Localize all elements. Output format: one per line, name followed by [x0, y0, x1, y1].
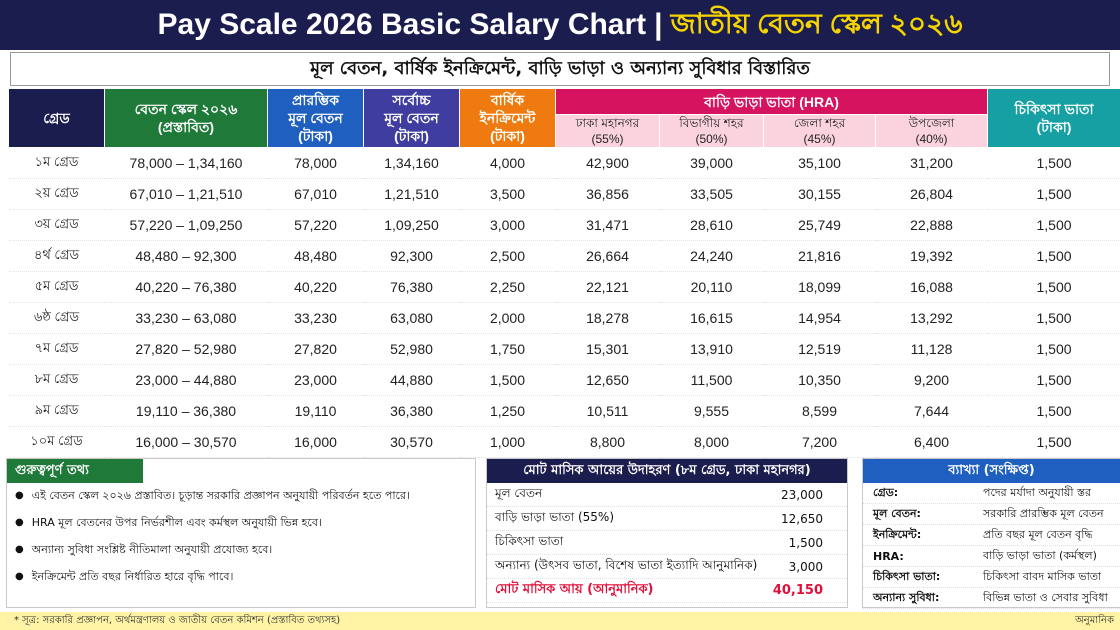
explanation-definition: বিভিন্ন ভাতা ও সেবার সুবিধা: [983, 590, 1108, 604]
explanation-row: [863, 525, 1120, 546]
cell-scale: 33,230 – 63,080: [105, 303, 268, 334]
header-scale-line1: বেতন স্কেল ২০২৬: [134, 101, 238, 117]
cell-min: 19,110: [268, 396, 364, 427]
cell-hra-district: 12,519: [764, 334, 876, 365]
cell-hra-division: 28,610: [660, 210, 764, 241]
table-row: [9, 427, 1120, 458]
table-row: [9, 272, 1120, 303]
hra-sub-dhaka: [556, 115, 660, 148]
cell-max: 36,380: [364, 396, 460, 427]
income-label: চিকিৎসা ভাতা: [495, 533, 564, 548]
hra-sub-pct: (45%): [803, 132, 836, 146]
cell-grade: ১ম গ্রেড: [9, 148, 105, 179]
explanation-box: [862, 458, 1120, 608]
cell-grade: ৬ষ্ঠ গ্রেড: [9, 303, 105, 334]
cell-max: 92,300: [364, 241, 460, 272]
list-item: [15, 570, 467, 584]
cell-hra-division: 9,555: [660, 396, 764, 427]
title-separator: |: [654, 8, 663, 41]
cell-min: 48,480: [268, 241, 364, 272]
salary-table: [8, 88, 1120, 458]
cell-hra-dhaka: 36,856: [556, 179, 660, 210]
cell-increment: 1,750: [460, 334, 556, 365]
hra-sub-division: [660, 115, 764, 148]
income-row: [487, 483, 847, 507]
cell-scale: 57,220 – 1,09,250: [105, 210, 268, 241]
cell-hra-division: 24,240: [660, 241, 764, 272]
page-title: [0, 0, 1120, 50]
cell-min: 57,220: [268, 210, 364, 241]
header-inc-line1: বার্ষিক: [490, 92, 525, 108]
cell-increment: 3,500: [460, 179, 556, 210]
income-total-label: মোট মাসিক আয় (আনুমানিক): [495, 582, 654, 597]
cell-max: 1,34,160: [364, 148, 460, 179]
cell-hra-dhaka: 15,301: [556, 334, 660, 365]
list-item: [15, 543, 467, 557]
footer-note: [0, 612, 1120, 630]
header-hra: বাড়ি ভাড়া ভাতা (HRA): [556, 89, 988, 115]
cell-hra-upazila: 7,644: [876, 396, 988, 427]
explanation-row: [863, 588, 1120, 609]
hra-sub-pct: (50%): [695, 132, 728, 146]
cell-hra-division: 8,000: [660, 427, 764, 458]
cell-min: 78,000: [268, 148, 364, 179]
explanation-term: মূল বেতন:: [873, 506, 921, 520]
cell-scale: 78,000 – 1,34,160: [105, 148, 268, 179]
cell-grade: ২য় গ্রেড: [9, 179, 105, 210]
cell-hra-upazila: 22,888: [876, 210, 988, 241]
cell-medical: 1,500: [988, 241, 1120, 272]
cell-medical: 1,500: [988, 148, 1120, 179]
cell-hra-upazila: 16,088: [876, 272, 988, 303]
cell-scale: 48,480 – 92,300: [105, 241, 268, 272]
explanation-definition: চিকিৎসা বাবদ মাসিক ভাতা: [983, 569, 1102, 583]
explanation-definition: পদের মর্যাদা অনুযায়ী স্তর: [983, 485, 1092, 499]
bullet-icon: ●: [15, 544, 24, 555]
header-grade: গ্রেড: [9, 89, 105, 148]
income-label: মূল বেতন: [495, 485, 543, 500]
hra-sub-upazila: [876, 115, 988, 148]
header-max-line3: (টাকা): [394, 128, 429, 144]
title-english: Pay Scale 2026 Basic Salary Chart: [157, 8, 647, 41]
cell-max: 30,570: [364, 427, 460, 458]
explanation-term: গ্রেড:: [873, 485, 899, 499]
cell-hra-upazila: 31,200: [876, 148, 988, 179]
income-example-title: মোট মাসিক আয়ের উদাহরণ (৮ম গ্রেড, ঢাকা মহানগর): [487, 459, 847, 483]
cell-max: 63,080: [364, 303, 460, 334]
cell-hra-dhaka: 8,800: [556, 427, 660, 458]
cell-max: 76,380: [364, 272, 460, 303]
hra-sub-pct: (55%): [591, 132, 624, 146]
explanation-definition: সরকারি প্রারম্ভিক মূল বেতন: [983, 506, 1104, 520]
cell-medical: 1,500: [988, 365, 1120, 396]
important-info-box: [6, 458, 476, 608]
table-row: [9, 303, 1120, 334]
cell-hra-upazila: 9,200: [876, 365, 988, 396]
income-example-box: [486, 458, 848, 608]
cell-grade: ৪র্থ গ্রেড: [9, 241, 105, 272]
explanation-row: [863, 546, 1120, 567]
info-text: ইনক্রিমেন্ট প্রতি বছর নির্ধারিত হারে বৃদ্ধি পাবে।: [31, 570, 234, 583]
cell-hra-division: 39,000: [660, 148, 764, 179]
header-min-line3: (টাকা): [298, 128, 333, 144]
cell-medical: 1,500: [988, 334, 1120, 365]
table-row: [9, 396, 1120, 427]
cell-grade: ৫ম গ্রেড: [9, 272, 105, 303]
footer-source: * সূত্র: সরকারি প্রজ্ঞাপন, অর্থমন্ত্রণালয় ও জাতীয় বেতন কমিশন (প্রস্তাবিত তথ্যসহ): [14, 614, 341, 626]
header-max-line2: মূল বেতন: [384, 110, 439, 126]
hra-sub-name: জেলা শহর: [793, 116, 846, 130]
cell-hra-upazila: 19,392: [876, 241, 988, 272]
header-medical: [988, 89, 1120, 148]
cell-hra-upazila: 26,804: [876, 179, 988, 210]
hra-sub-district: [764, 115, 876, 148]
table-row: [9, 241, 1120, 272]
bullet-icon: ●: [15, 571, 24, 582]
cell-medical: 1,500: [988, 396, 1120, 427]
cell-grade: ৮ম গ্রেড: [9, 365, 105, 396]
cell-max: 52,980: [364, 334, 460, 365]
footer-right-note: অনুমানিক: [1075, 614, 1114, 626]
info-text: HRA মূল বেতনের উপর নির্ভরশীল এবং কর্মস্থল অনুযায়ী ভিন্ন হবে।: [31, 516, 322, 529]
cell-increment: 1,000: [460, 427, 556, 458]
cell-hra-division: 13,910: [660, 334, 764, 365]
cell-hra-district: 10,350: [764, 365, 876, 396]
cell-medical: 1,500: [988, 303, 1120, 334]
cell-hra-upazila: 13,292: [876, 303, 988, 334]
cell-max: 44,880: [364, 365, 460, 396]
cell-scale: 27,820 – 52,980: [105, 334, 268, 365]
income-row: [487, 507, 847, 531]
cell-increment: 2,250: [460, 272, 556, 303]
cell-hra-dhaka: 42,900: [556, 148, 660, 179]
cell-min: 40,220: [268, 272, 364, 303]
cell-max: 1,21,510: [364, 179, 460, 210]
explanation-title: ব্যাখ্যা (সংক্ষিপ্ত): [863, 459, 1120, 483]
cell-hra-upazila: 6,400: [876, 427, 988, 458]
cell-hra-district: 7,200: [764, 427, 876, 458]
income-total-row: [487, 579, 847, 603]
cell-increment: 3,000: [460, 210, 556, 241]
cell-increment: 2,500: [460, 241, 556, 272]
table-row: [9, 334, 1120, 365]
cell-hra-upazila: 11,128: [876, 334, 988, 365]
income-value: 3,000: [788, 559, 823, 574]
cell-hra-dhaka: 12,650: [556, 365, 660, 396]
header-inc-line3: (টাকা): [490, 128, 525, 144]
income-value: 23,000: [781, 487, 823, 502]
cell-max: 1,09,250: [364, 210, 460, 241]
header-increment: [460, 89, 556, 148]
cell-grade: ৩য় গ্রেড: [9, 210, 105, 241]
income-label: বাড়ি ভাড়া ভাতা (55%): [495, 509, 615, 524]
table-row: [9, 148, 1120, 179]
explanation-row: [863, 483, 1120, 504]
explanation-row: [863, 567, 1120, 588]
bullet-icon: ●: [15, 490, 24, 501]
header-min: [268, 89, 364, 148]
cell-medical: 1,500: [988, 427, 1120, 458]
header-min-line2: মূল বেতন: [288, 110, 343, 126]
hra-sub-name: ঢাকা মহানগর: [575, 116, 640, 130]
cell-hra-district: 8,599: [764, 396, 876, 427]
cell-hra-division: 33,505: [660, 179, 764, 210]
cell-hra-district: 35,100: [764, 148, 876, 179]
cell-hra-division: 16,615: [660, 303, 764, 334]
cell-scale: 16,000 – 30,570: [105, 427, 268, 458]
cell-hra-division: 20,110: [660, 272, 764, 303]
cell-min: 67,010: [268, 179, 364, 210]
cell-increment: 1,500: [460, 365, 556, 396]
cell-hra-district: 30,155: [764, 179, 876, 210]
cell-hra-district: 14,954: [764, 303, 876, 334]
cell-medical: 1,500: [988, 272, 1120, 303]
header-max: [364, 89, 460, 148]
info-text: এই বেতন স্কেল ২০২৬ প্রস্তাবিত। চূড়ান্ত সরকারি প্রজ্ঞাপন অনুযায়ী পরিবর্তন হতে পারে।: [31, 489, 410, 502]
explanation-term: চিকিৎসা ভাতা:: [873, 569, 941, 583]
table-row: [9, 210, 1120, 241]
cell-increment: 2,000: [460, 303, 556, 334]
explanation-definition: বাড়ি ভাড়া ভাতা (কর্মস্থল): [983, 548, 1097, 562]
cell-grade: ১০ম গ্রেড: [9, 427, 105, 458]
table-row: [9, 365, 1120, 396]
header-max-line1: সর্বোচ্চ: [392, 92, 431, 108]
header-medical-line2: (টাকা): [1036, 119, 1072, 135]
hra-sub-pct: (40%): [915, 132, 948, 146]
header-scale-line2: (প্রস্তাবিত): [157, 119, 215, 135]
cell-hra-dhaka: 10,511: [556, 396, 660, 427]
header-inc-line2: ইনক্রিমেন্ট: [479, 110, 536, 126]
income-value: 1,500: [788, 535, 823, 550]
cell-hra-dhaka: 22,121: [556, 272, 660, 303]
cell-hra-district: 21,816: [764, 241, 876, 272]
cell-hra-district: 18,099: [764, 272, 876, 303]
info-text: অন্যান্য সুবিধা সংশ্লিষ্ট নীতিমালা অনুযায়ী প্রযোজ্য হবে।: [31, 543, 273, 556]
list-item: [15, 489, 467, 503]
table-row: [9, 179, 1120, 210]
important-info-title: গুরুত্বপূর্ণ তথ্য: [7, 459, 143, 483]
hra-sub-name: বিভাগীয় শহর: [679, 116, 744, 130]
explanation-term: অন্যান্য সুবিধা:: [873, 590, 940, 604]
hra-sub-name: উপজেলা: [908, 116, 955, 130]
cell-hra-dhaka: 31,471: [556, 210, 660, 241]
explanation-term: HRA:: [873, 549, 904, 563]
income-total-value: 40,150: [772, 583, 823, 598]
explanation-term: ইনক্রিমেন্ট:: [873, 527, 922, 541]
cell-hra-district: 25,749: [764, 210, 876, 241]
cell-increment: 4,000: [460, 148, 556, 179]
cell-min: 16,000: [268, 427, 364, 458]
subtitle: মূল বেতন, বার্ষিক ইনক্রিমেন্ট, বাড়ি ভাড়া ও অন্যান্য সুবিধার বিস্তারিত: [10, 52, 1110, 86]
bullet-icon: ●: [15, 517, 24, 528]
explanation-definition: প্রতি বছর মূল বেতন বৃদ্ধি: [983, 527, 1093, 541]
header-min-line1: প্রারম্ভিক: [291, 92, 340, 108]
cell-medical: 1,500: [988, 210, 1120, 241]
cell-grade: ৭ম গ্রেড: [9, 334, 105, 365]
list-item: [15, 516, 467, 530]
cell-scale: 19,110 – 36,380: [105, 396, 268, 427]
cell-min: 23,000: [268, 365, 364, 396]
cell-min: 33,230: [268, 303, 364, 334]
cell-min: 27,820: [268, 334, 364, 365]
income-row: [487, 555, 847, 579]
cell-scale: 40,220 – 76,380: [105, 272, 268, 303]
explanation-row: [863, 504, 1120, 525]
cell-scale: 67,010 – 1,21,510: [105, 179, 268, 210]
cell-medical: 1,500: [988, 179, 1120, 210]
title-bangla: জাতীয় বেতন স্কেল ২০২৬: [670, 7, 963, 39]
cell-hra-division: 11,500: [660, 365, 764, 396]
important-info-list: [7, 483, 475, 603]
header-medical-line1: চিকিৎসা ভাতা: [1014, 101, 1094, 117]
cell-hra-dhaka: 18,278: [556, 303, 660, 334]
income-value: 12,650: [781, 511, 823, 526]
header-scale: [105, 89, 268, 148]
cell-increment: 1,250: [460, 396, 556, 427]
income-row: [487, 531, 847, 555]
income-label: অন্যান্য (উৎসব ভাতা, বিশেষ ভাতা ইত্যাদি আনুমানিক): [495, 557, 758, 572]
cell-grade: ৯ম গ্রেড: [9, 396, 105, 427]
cell-scale: 23,000 – 44,880: [105, 365, 268, 396]
cell-hra-dhaka: 26,664: [556, 241, 660, 272]
